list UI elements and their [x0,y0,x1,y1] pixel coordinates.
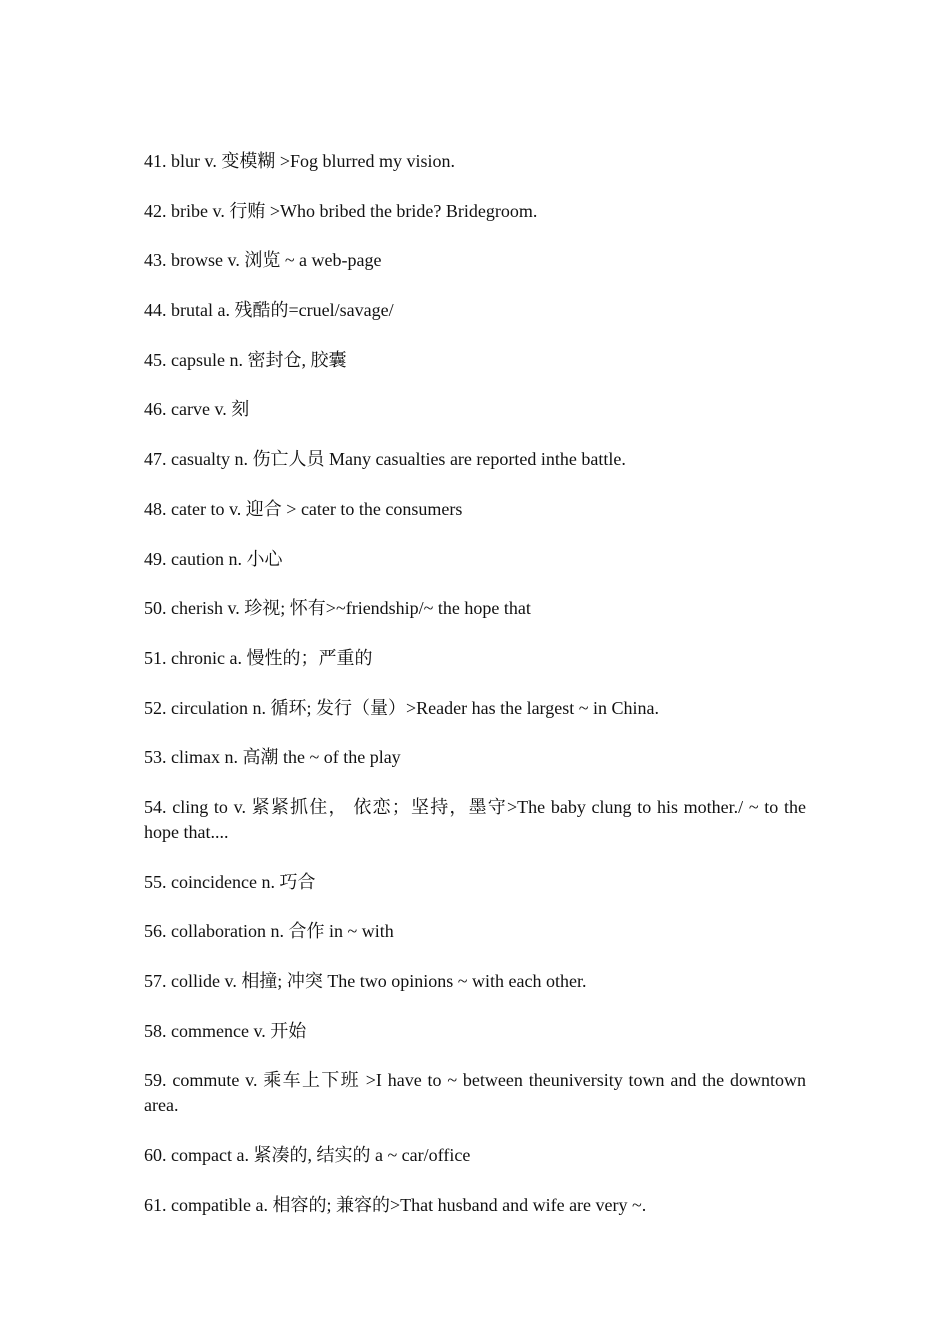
vocab-entry-56: 56. collaboration n. 合作 in ~ with [144,921,394,942]
vocab-entry-59: 59. commute v. 乘车上下班 >I have to ~ between theuniversity town and the downtown area. [144,1070,806,1116]
vocabulary-list [144,149,806,1242]
vocab-entry-44: 44. brutal a. 残酷的=cruel/savage/ [144,300,394,321]
vocab-entry-48: 48. cater to v. 迎合 > cater to the consumers [144,498,463,519]
vocab-entry-54: 54. cling to v. 紧紧抓住， 依恋；坚持，墨守>The baby clung to his mother./ ~ to the hope that.... [144,796,806,842]
vocab-entry-61: 61. compatible a. 相容的; 兼容的>That husband and wife are very ~. [144,1194,647,1215]
vocab-entry-51: 51. chronic a. 慢性的；严重的 [144,647,373,668]
vocab-entry-49: 49. caution n. 小心 [144,548,283,569]
vocab-entry-46: 46. carve v. 刻 [144,399,250,420]
vocab-entry-55: 55. coincidence n. 巧合 [144,871,316,892]
vocab-entry-60: 60. compact a. 紧凑的, 结实的 a ~ car/office [144,1145,471,1166]
vocab-entry-43: 43. browse v. 浏览 ~ a web-page [144,250,382,271]
vocab-entry-52: 52. circulation n. 循环; 发行（量）>Reader has the largest ~ in China. [144,697,659,718]
vocab-entry-45: 45. capsule n. 密封仓, 胶囊 [144,349,347,370]
vocab-entry-57: 57. collide v. 相撞; 冲突 The two opinions ~ with each other. [144,971,587,991]
vocab-entry-50: 50. cherish v. 珍视; 怀有>~friendship/~ the hope that [144,598,531,619]
vocab-entry-42: 42. bribe v. 行贿 >Who bribed the bride? Bridegroom. [144,200,538,221]
vocab-entry-58: 58. commence v. 开始 [144,1020,307,1041]
vocab-entry-41: 41. blur v. 变模糊 >Fog blurred my vision. [144,151,455,171]
vocab-entry-47: 47. casualty n. 伤亡人员 Many casualties are reported inthe battle. [144,449,626,470]
vocab-entry-53: 53. climax n. 高潮 the ~ of the play [144,747,401,768]
